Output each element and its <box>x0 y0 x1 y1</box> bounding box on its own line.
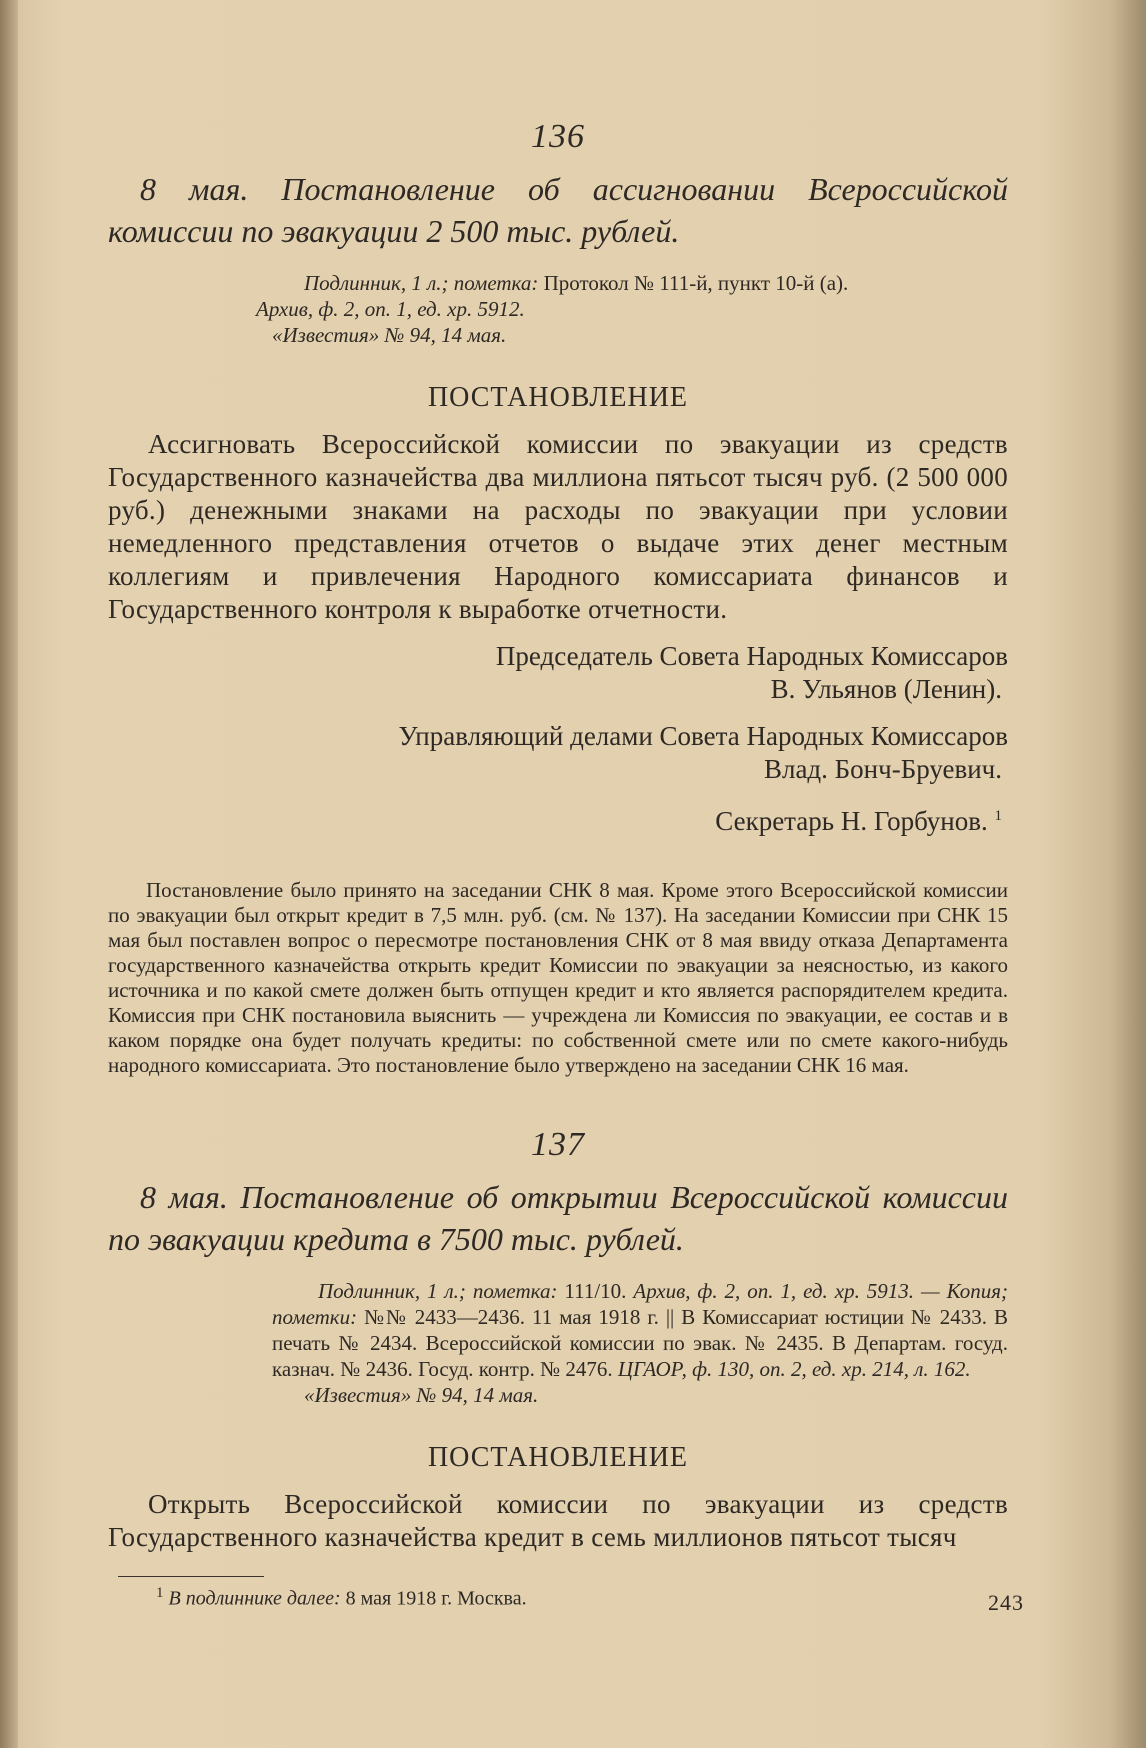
page-binding-edge <box>0 0 18 1748</box>
source-references <box>108 1278 1008 1408</box>
footnote-marker: 1 <box>994 808 1002 824</box>
source-value: Протокол № 111-й, пункт 10-й (а). <box>538 271 849 295</box>
signatory-name: В. Ульянов (Ленин). <box>770 674 1002 704</box>
document-title: 8 мая. Постановление об ассигновании Всероссийской комиссии по эвакуации 2 500 тыс. рублей. <box>108 171 1008 249</box>
source-paragraph <box>108 1278 1008 1382</box>
publication-reference: «Известия» № 94, 14 мая. <box>304 1383 539 1407</box>
document-number: 137 <box>531 1126 585 1163</box>
document-number: 136 <box>531 118 585 155</box>
source-label: Подлинник, 1 л.; пометка: <box>318 1279 558 1303</box>
archive-reference: ЦГАОР, ф. 130, оп. 2, ед. хр. 214, л. 162. <box>617 1357 971 1381</box>
footnote-text: 8 мая 1918 г. Москва. <box>340 1587 527 1610</box>
page-number: 243 <box>988 1590 1024 1615</box>
document-title: 8 мая. Постановление об открытии Всероссийской комиссии по эвакуации кредита в 7500 тыс. рублей. <box>108 1179 1008 1257</box>
page-content <box>108 118 1008 1611</box>
document-137 <box>108 1126 1008 1554</box>
signatory-title: Управляющий делами Совета Народных Комиссаров <box>398 721 1008 751</box>
signatory-title: Председатель Совета Народных Комиссаров <box>495 641 1008 671</box>
source-references <box>108 270 1008 348</box>
resolution-text: Открыть Всероссийской комиссии по эвакуации из средств Государственного казначейства кредит в семь миллионов пятьсот тысяч <box>108 1489 1008 1552</box>
secretary-name: Секретарь Н. Горбунов. <box>715 806 988 836</box>
source-label: Подлинник, 1 л.; пометка: <box>304 271 539 295</box>
source-line <box>108 270 1008 296</box>
secretary-signature <box>108 800 1008 838</box>
signatures <box>108 640 1008 838</box>
footnote-number: 1 <box>156 1585 164 1601</box>
resolution-heading: ПОСТАНОВЛЕНИЕ <box>427 382 689 413</box>
document-136 <box>108 118 1008 1078</box>
resolution-heading: ПОСТАНОВЛЕНИЕ <box>427 1442 689 1473</box>
footnote-divider <box>118 1576 264 1577</box>
source-value: 111/10. <box>557 1279 634 1303</box>
archive-reference: Архив, ф. 2, оп. 1, ед. хр. 5913. — Копия; пометки: <box>272 1279 1008 1329</box>
resolution-text: Ассигновать Всероссийской комиссии по эвакуации из средств Государственного казначейства два миллиона пятьсот тысяч руб. (2 500 000 руб.) денежными знаками на расходы по эвакуации при условии немедленного представления отчетов о выдаче этих денег местным коллегиям и привлечения Народного комиссариата финансов и Государственного контроля к выработке отчетности. <box>108 429 1008 624</box>
signatory-name: Влад. Бонч-Бруевич. <box>763 754 1002 784</box>
archive-reference: Архив, ф. 2, оп. 1, ед. хр. 5912. <box>256 297 525 321</box>
footnote <box>156 1585 1008 1611</box>
editorial-note: Постановление было принято на заседании СНК 8 мая. Кроме этого Всероссийской комиссии по эвакуации был открыт кредит в 7,5 млн. руб. (см. № 137). На заседании Комиссии при СНК 15 мая был поставлен вопрос о пересмотре постановления СНК от 8 мая ввиду отказа Департамента государственного казначейства открыть кредит Комиссии по эвакуации за неясностью, из какого источника и по какой смете должен быть отпущен кредит и кто является распорядителем кредита. Комиссия при СНК постановила выяснить — учреждена ли Комиссия по эвакуации, ее состав и в каком порядке она будет получать кредиты: по собственной смете или по смете какого-нибудь народного комиссариата. Это постановление было утверждено на заседании СНК 16 мая. <box>108 878 1008 1077</box>
footnote-label: В подлиннике далее: <box>168 1587 341 1610</box>
source-value: №№ 2433—2436. 11 мая 1918 г. || В Комиссариат юстиции № 2433. В печать № 2434. Всероссийской комиссии по эвак. № 2435. В Департам. госуд. казнач. № 2436. Госуд. контр. № 2476. <box>272 1305 1008 1381</box>
publication-reference: «Известия» № 94, 14 мая. <box>272 323 507 347</box>
